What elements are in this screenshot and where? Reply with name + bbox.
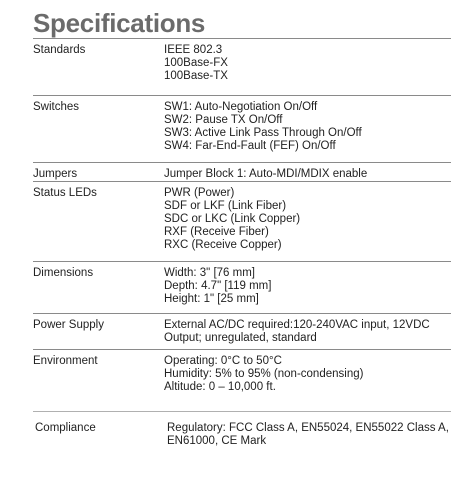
spec-row-standards <box>33 38 451 91</box>
spec-value: Operating: 0°C to 50°C <box>164 355 282 367</box>
spec-value: Depth: 4.7" [119 mm] <box>164 280 272 292</box>
spec-value: RXC (Receive Copper) <box>164 239 282 251</box>
spec-row-jumpers <box>33 162 451 183</box>
spec-value: RXF (Receive Fiber) <box>164 226 269 238</box>
spec-values <box>164 101 451 153</box>
spec-value: 100Base-FX <box>164 57 228 69</box>
spec-label: Environment <box>33 355 98 367</box>
spec-values <box>164 355 451 394</box>
spec-label: Jumpers <box>33 168 78 180</box>
spec-row-status-leds <box>33 181 451 262</box>
spec-value: SW4: Far-End-Fault (FEF) On/Off <box>164 140 336 152</box>
spec-value: Jumper Block 1: Auto-MDI/MDIX enable <box>164 168 368 180</box>
spec-value: Width: 3" [76 mm] <box>164 267 255 279</box>
spec-value: Humidity: 5% to 95% (non-condensing) <box>164 368 364 380</box>
spec-value: SDC or LKC (Link Copper) <box>164 213 301 225</box>
spec-value: External AC/DC required:120-240VAC input, 12VDC Output; unregulated, standard <box>164 319 430 344</box>
spec-value: Height: 1" [25 mm] <box>164 293 259 305</box>
spec-value: SDF or LKF (Link Fiber) <box>164 200 287 212</box>
spec-values <box>164 168 451 181</box>
spec-row-switches <box>33 95 451 159</box>
spec-label: Power Supply <box>33 319 104 331</box>
spec-label: Compliance <box>35 422 96 434</box>
spec-values <box>164 319 451 345</box>
spec-value: Altitude: 0 – 10,000 ft. <box>164 381 276 393</box>
spec-label: Status LEDs <box>33 187 97 199</box>
spec-value: SW3: Active Link Pass Through On/Off <box>164 127 362 139</box>
spec-values <box>167 422 454 448</box>
spec-row-environment <box>33 349 451 402</box>
spec-values <box>164 187 451 252</box>
spec-row-dimensions <box>33 261 451 312</box>
spec-row-power-supply <box>33 313 451 351</box>
spec-value: Regulatory: FCC Class A, EN55024, EN55022 Class A, EN61000, CE Mark <box>167 422 449 447</box>
spec-label: Standards <box>33 44 86 56</box>
spec-value: SW2: Pause TX On/Off <box>164 114 283 126</box>
spec-value: IEEE 802.3 <box>164 44 223 56</box>
spec-row-compliance <box>33 411 451 462</box>
spec-values <box>164 267 451 306</box>
spec-value: SW1: Auto-Negotiation On/Off <box>164 101 318 113</box>
spec-value: PWR (Power) <box>164 187 235 199</box>
spec-label: Switches <box>33 101 80 113</box>
spec-label: Dimensions <box>33 267 94 279</box>
page-title: Specifications <box>33 8 206 38</box>
spec-value: 100Base-TX <box>164 70 228 82</box>
spec-values <box>164 44 451 83</box>
